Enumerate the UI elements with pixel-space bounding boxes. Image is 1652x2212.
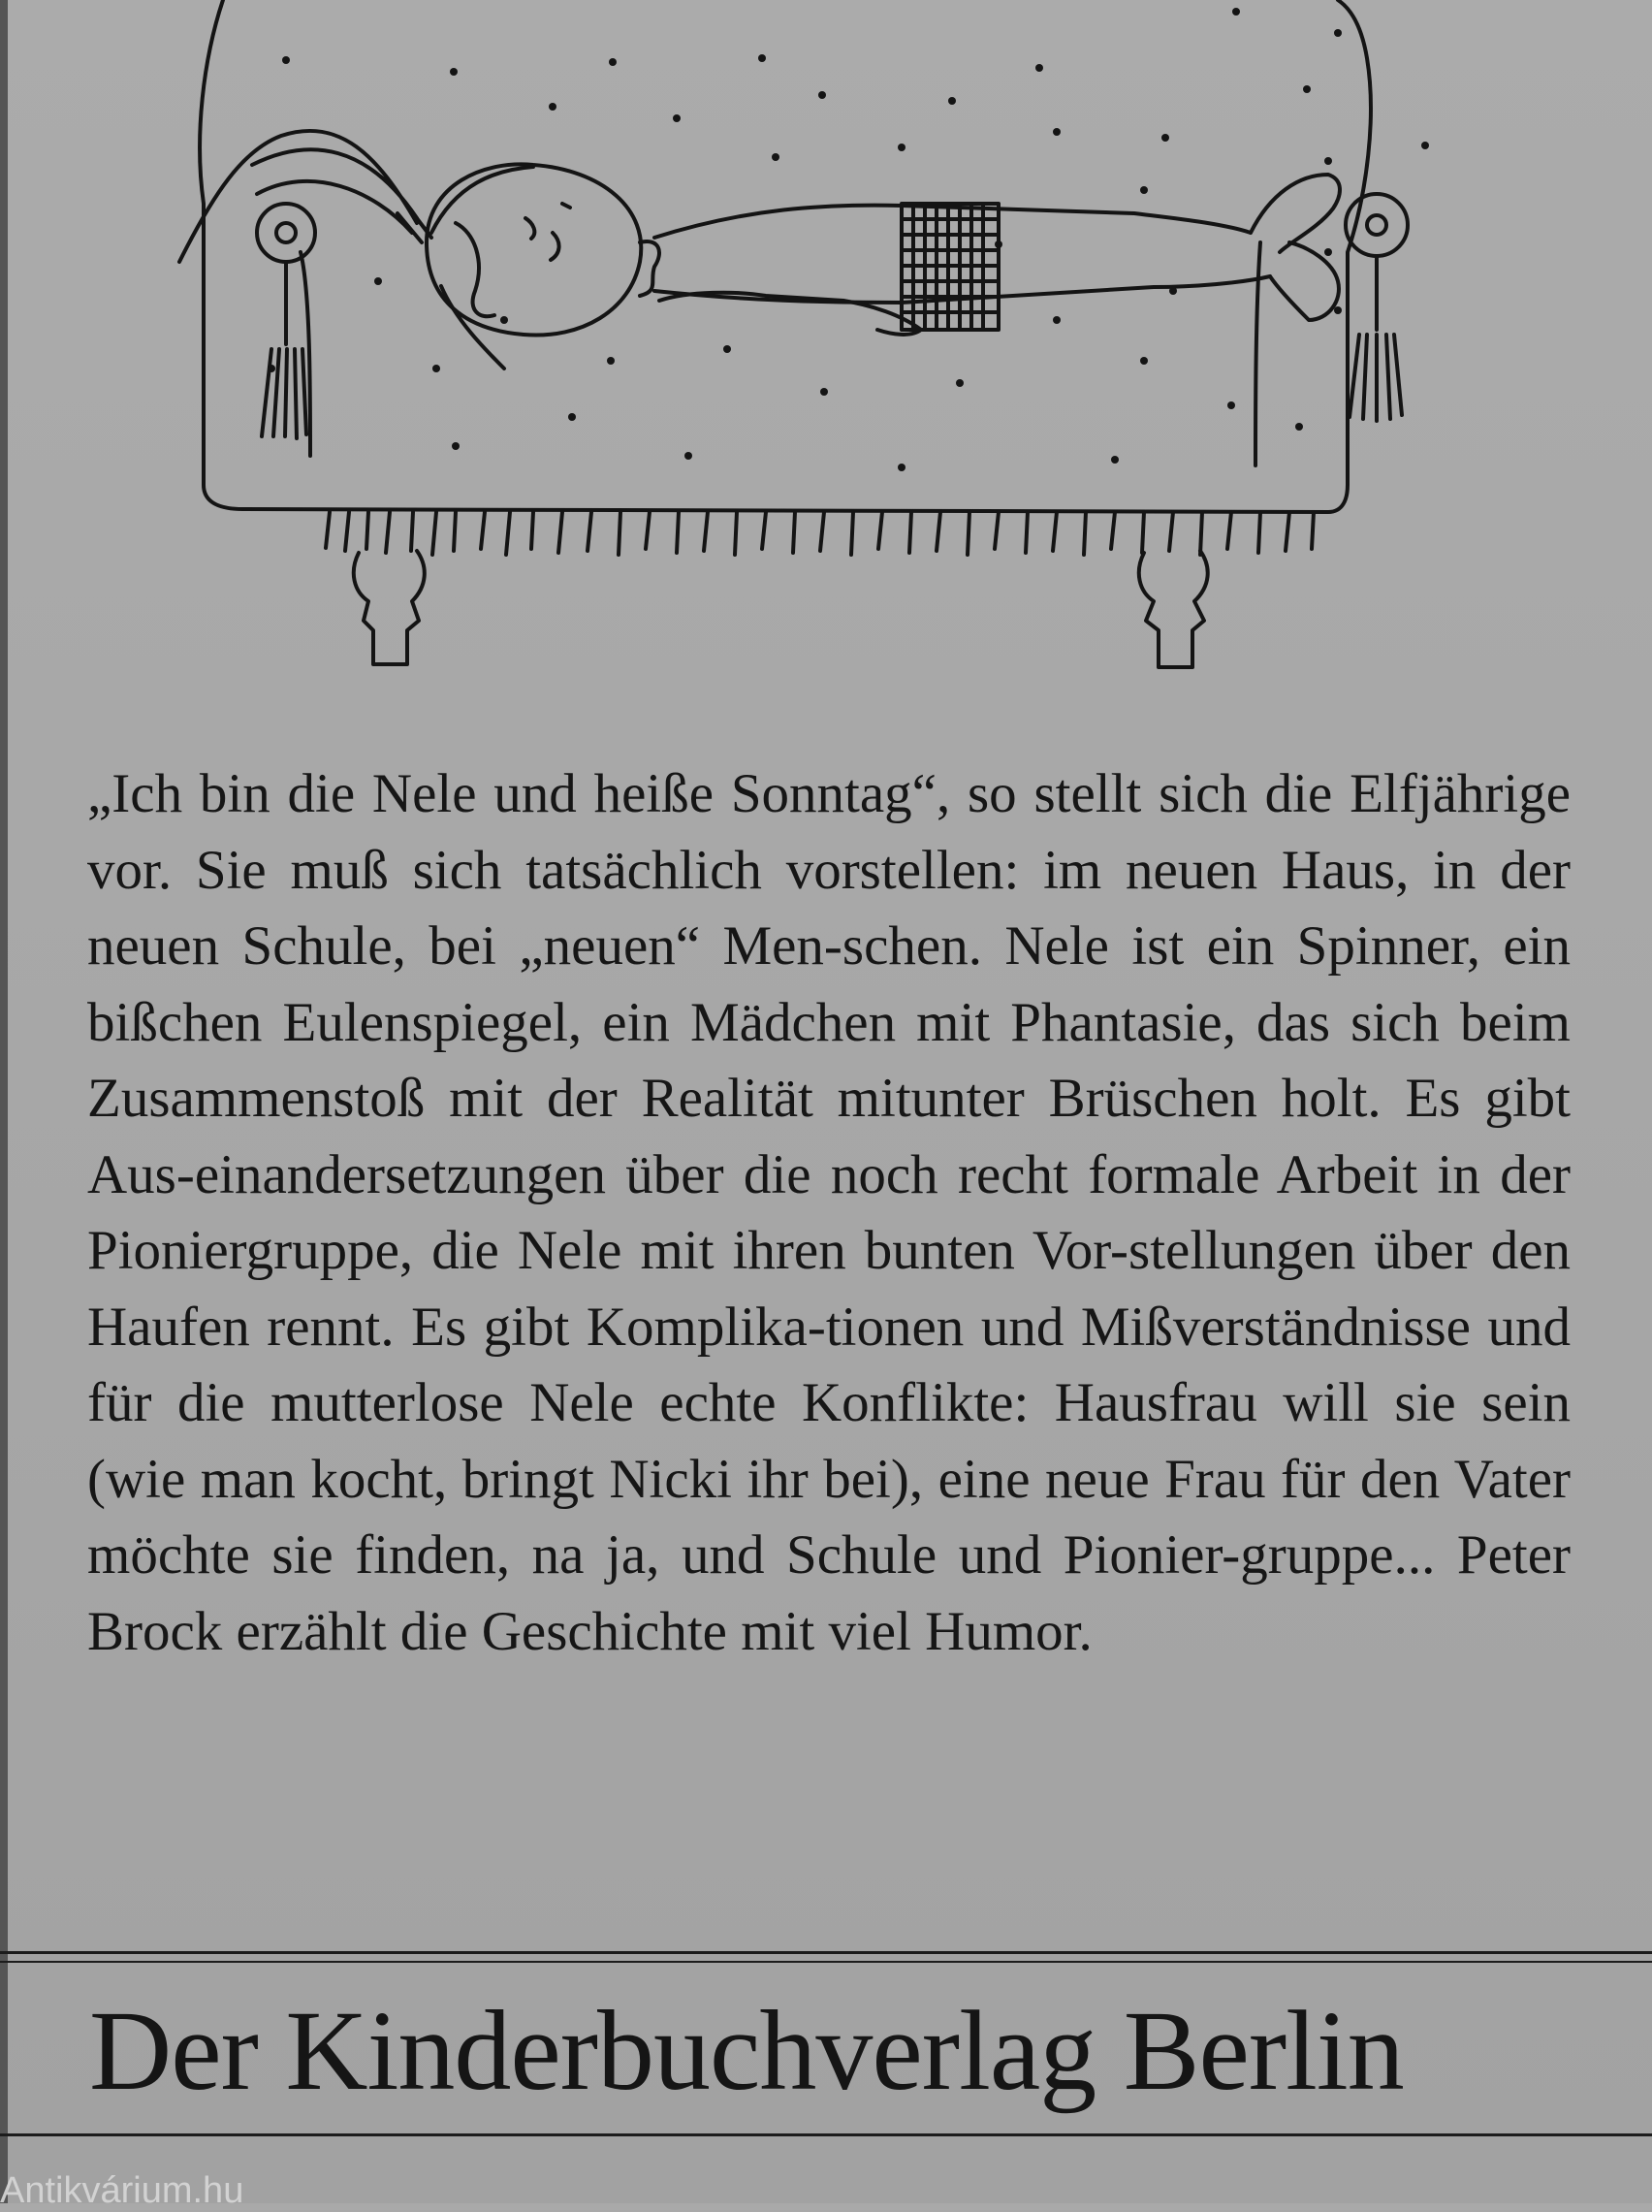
left-leg — [354, 551, 425, 664]
girl-braid — [179, 131, 417, 262]
publisher-rule-bottom — [0, 2133, 1652, 2136]
right-leg — [1139, 551, 1208, 667]
sofa-illustration — [165, 0, 1503, 689]
publisher-rule-top — [0, 1951, 1652, 1954]
sofa-outline — [200, 0, 1371, 512]
left-rosette — [257, 204, 315, 262]
girl-head — [427, 164, 641, 335]
watermark: Antikvárium.hu — [0, 2170, 244, 2211]
girl-hair — [431, 167, 533, 369]
sofa-fringe — [326, 512, 1314, 555]
blurb-text — [87, 756, 1571, 1670]
blurb-paragraph: „Ich bin die Nele und heiße Sonntag“, so stellt sich die Elfjährige vor. Sie muß sich tatsächlich vorstellen: im neuen Haus, in der neuen Schule, bei „neuen“ Men-schen. Nele ist ein Spinner, ein bißchen Eulenspiegel, ein Mädchen mit Phantasie, das sich beim Zusammenstoß mit der Realität mitunter Brüschen holt. Es gibt Aus-einandersetzungen über die noch recht formale Arbeit in der Pioniergruppe, die Nele mit ihren bunten Vor-stellungen über den Haufen rennt. Es gibt Komplika-tionen und Mißverständnisse und für die mutterlose Nele echte Konflikte: Hausfrau will sie sein (wie man kocht, bringt Nicki ihr bei), eine neue Frau für den Vater möchte sie finden, na ja, und Schule und Pionier-gruppe... Peter Brock erzählt die Geschichte mit viel Humor. — [87, 763, 1571, 1662]
girl-arm — [659, 293, 921, 335]
left-tassel — [262, 262, 306, 438]
page-edge — [0, 0, 8, 2203]
right-tassel — [1350, 256, 1402, 421]
girl-face-details — [525, 204, 570, 260]
publisher-name: Der Kinderbuchverlag Berlin — [89, 1987, 1404, 2114]
girl-feet — [1251, 175, 1340, 320]
publisher-rule-top-inner — [0, 1961, 1652, 1963]
sofa-seat-line-right — [1255, 242, 1260, 465]
